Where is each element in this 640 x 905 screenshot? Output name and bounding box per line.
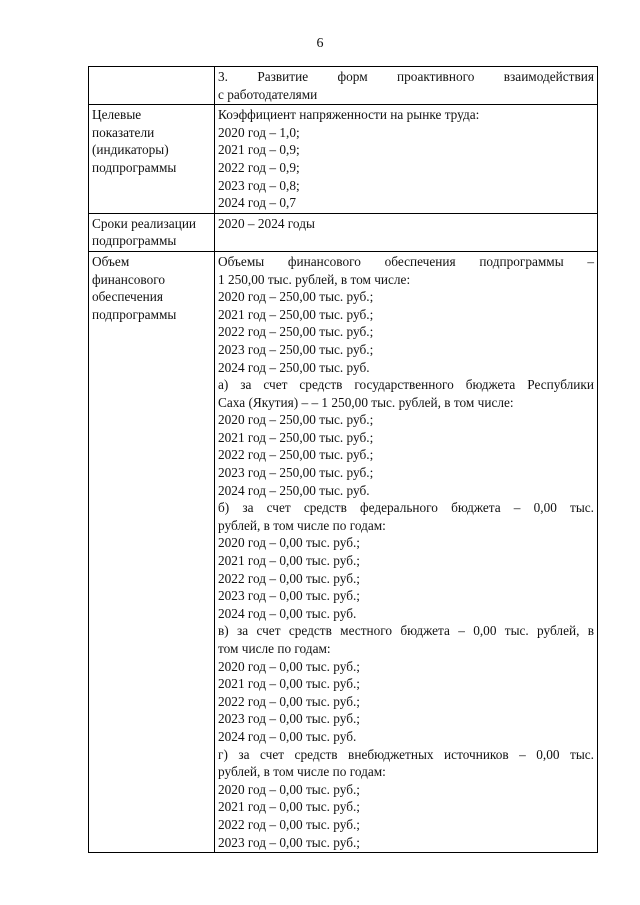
row-content-line: 2022 год – 0,00 тыс. руб.; bbox=[218, 693, 360, 709]
row-content-line: Объемы финансового обеспечения подпрограммы – bbox=[218, 253, 594, 269]
page-number: 6 bbox=[316, 36, 324, 51]
row-content-line: 2022 год – 0,9; bbox=[218, 159, 300, 175]
row-content-line: 2020 год – 250,00 тыс. руб.; bbox=[218, 412, 374, 428]
row-label-cell bbox=[89, 251, 215, 852]
row-content-line: том числе по годам: bbox=[218, 641, 331, 656]
row-label-line: подпрограммы bbox=[92, 306, 177, 322]
row-content-line: Коэффициент напряженности на рынке труда: bbox=[218, 107, 480, 123]
row-content-line: рублей, в том числе по годам: bbox=[218, 764, 386, 780]
row-content-line: 2021 год – 250,00 тыс. руб.; bbox=[218, 306, 374, 322]
row-content-line: 2023 год – 0,00 тыс. руб.; bbox=[218, 711, 360, 727]
row-content-line: 3. Развитие форм проактивного взаимодействия bbox=[218, 69, 594, 84]
row-content-line: 2021 год – 0,00 тыс. руб.; bbox=[218, 553, 360, 569]
subprogram-passport-table bbox=[88, 66, 598, 853]
row-label-line: подпрограммы bbox=[92, 159, 177, 175]
row-label-line: Целевые bbox=[92, 107, 142, 123]
row-content-cell bbox=[215, 251, 598, 852]
row-content-line: 2020 – 2024 годы bbox=[218, 215, 315, 231]
row-label-line: финансового bbox=[92, 271, 166, 287]
row-content-line: 2020 год – 1,0; bbox=[218, 124, 300, 140]
row-content-cell bbox=[215, 213, 598, 251]
row-content-line: 2021 год – 0,00 тыс. руб.; bbox=[218, 799, 360, 815]
row-content-line: с работодателями bbox=[218, 86, 318, 102]
row-content-cell bbox=[215, 105, 598, 214]
row-content-line: г) за счет средств внебюджетных источников – 0,00 тыс. bbox=[218, 746, 594, 762]
row-content-line: 2024 год – 0,00 тыс. руб. bbox=[218, 728, 357, 744]
table-body bbox=[89, 67, 598, 853]
row-content-line: 2024 год – 250,00 тыс. руб. bbox=[218, 359, 370, 375]
row-content-line: 2023 год – 0,00 тыс. руб.; bbox=[218, 834, 360, 850]
row-content-line: 2023 год – 0,00 тыс. руб.; bbox=[218, 588, 360, 604]
row-label-line: (индикаторы) bbox=[92, 142, 169, 158]
row-content-line: 2020 год – 250,00 тыс. руб.; bbox=[218, 289, 374, 305]
row-label-line: обеспечения bbox=[92, 289, 163, 305]
row-content-line: 2020 год – 0,00 тыс. руб.; bbox=[218, 658, 360, 674]
row-content-line: 2022 год – 250,00 тыс. руб.; bbox=[218, 447, 374, 463]
row-content-line: 2020 год – 0,00 тыс. руб.; bbox=[218, 781, 360, 797]
row-content-line: в) за счет средств местного бюджета – 0,00 тыс. рублей, в bbox=[218, 623, 594, 639]
row-content-line: 2020 год – 0,00 тыс. руб.; bbox=[218, 535, 360, 551]
row-content-line: 2023 год – 250,00 тыс. руб.; bbox=[218, 341, 374, 357]
row-label-line: Сроки реализации bbox=[92, 215, 197, 231]
table-row bbox=[89, 213, 598, 251]
table-row bbox=[89, 105, 598, 214]
row-content-line: 2021 год – 0,00 тыс. руб.; bbox=[218, 676, 360, 692]
row-content-line: 2024 год – 250,00 тыс. руб. bbox=[218, 482, 370, 498]
row-content-line: Саха (Якутия) – – 1 250,00 тыс. рублей, в том числе: bbox=[218, 394, 514, 410]
row-content-line: а) за счет средств государственного бюджета Республики bbox=[218, 377, 594, 393]
table-row bbox=[89, 67, 598, 105]
row-content-line: 2024 год – 0,00 тыс. руб. bbox=[218, 605, 357, 621]
row-content-line: 2024 год – 0,7 bbox=[218, 195, 296, 211]
row-label-line: подпрограммы bbox=[92, 233, 177, 249]
row-content-line: б) за счет средств федерального бюджета – 0,00 тыс. bbox=[218, 500, 594, 516]
row-label-cell bbox=[89, 105, 215, 214]
row-content-line: 2022 год – 0,00 тыс. руб.; bbox=[218, 816, 360, 832]
row-content-cell bbox=[215, 67, 598, 105]
row-content-line: 1 250,00 тыс. рублей, в том числе: bbox=[218, 271, 411, 287]
row-content-line: рублей, в том числе по годам: bbox=[218, 517, 386, 533]
row-content-line: 2023 год – 250,00 тыс. руб.; bbox=[218, 465, 374, 481]
row-label-cell bbox=[89, 67, 215, 105]
row-content-line: 2021 год – 0,9; bbox=[218, 142, 300, 158]
row-label-cell bbox=[89, 213, 215, 251]
row-label-line: Объем bbox=[92, 253, 130, 269]
table-row bbox=[89, 251, 598, 852]
row-content-line: 2021 год – 250,00 тыс. руб.; bbox=[218, 429, 374, 445]
row-label-line: показатели bbox=[92, 124, 155, 140]
row-content-line: 2023 год – 0,8; bbox=[218, 177, 300, 193]
row-content-line: 2022 год – 250,00 тыс. руб.; bbox=[218, 324, 374, 340]
row-content-line: 2022 год – 0,00 тыс. руб.; bbox=[218, 570, 360, 586]
